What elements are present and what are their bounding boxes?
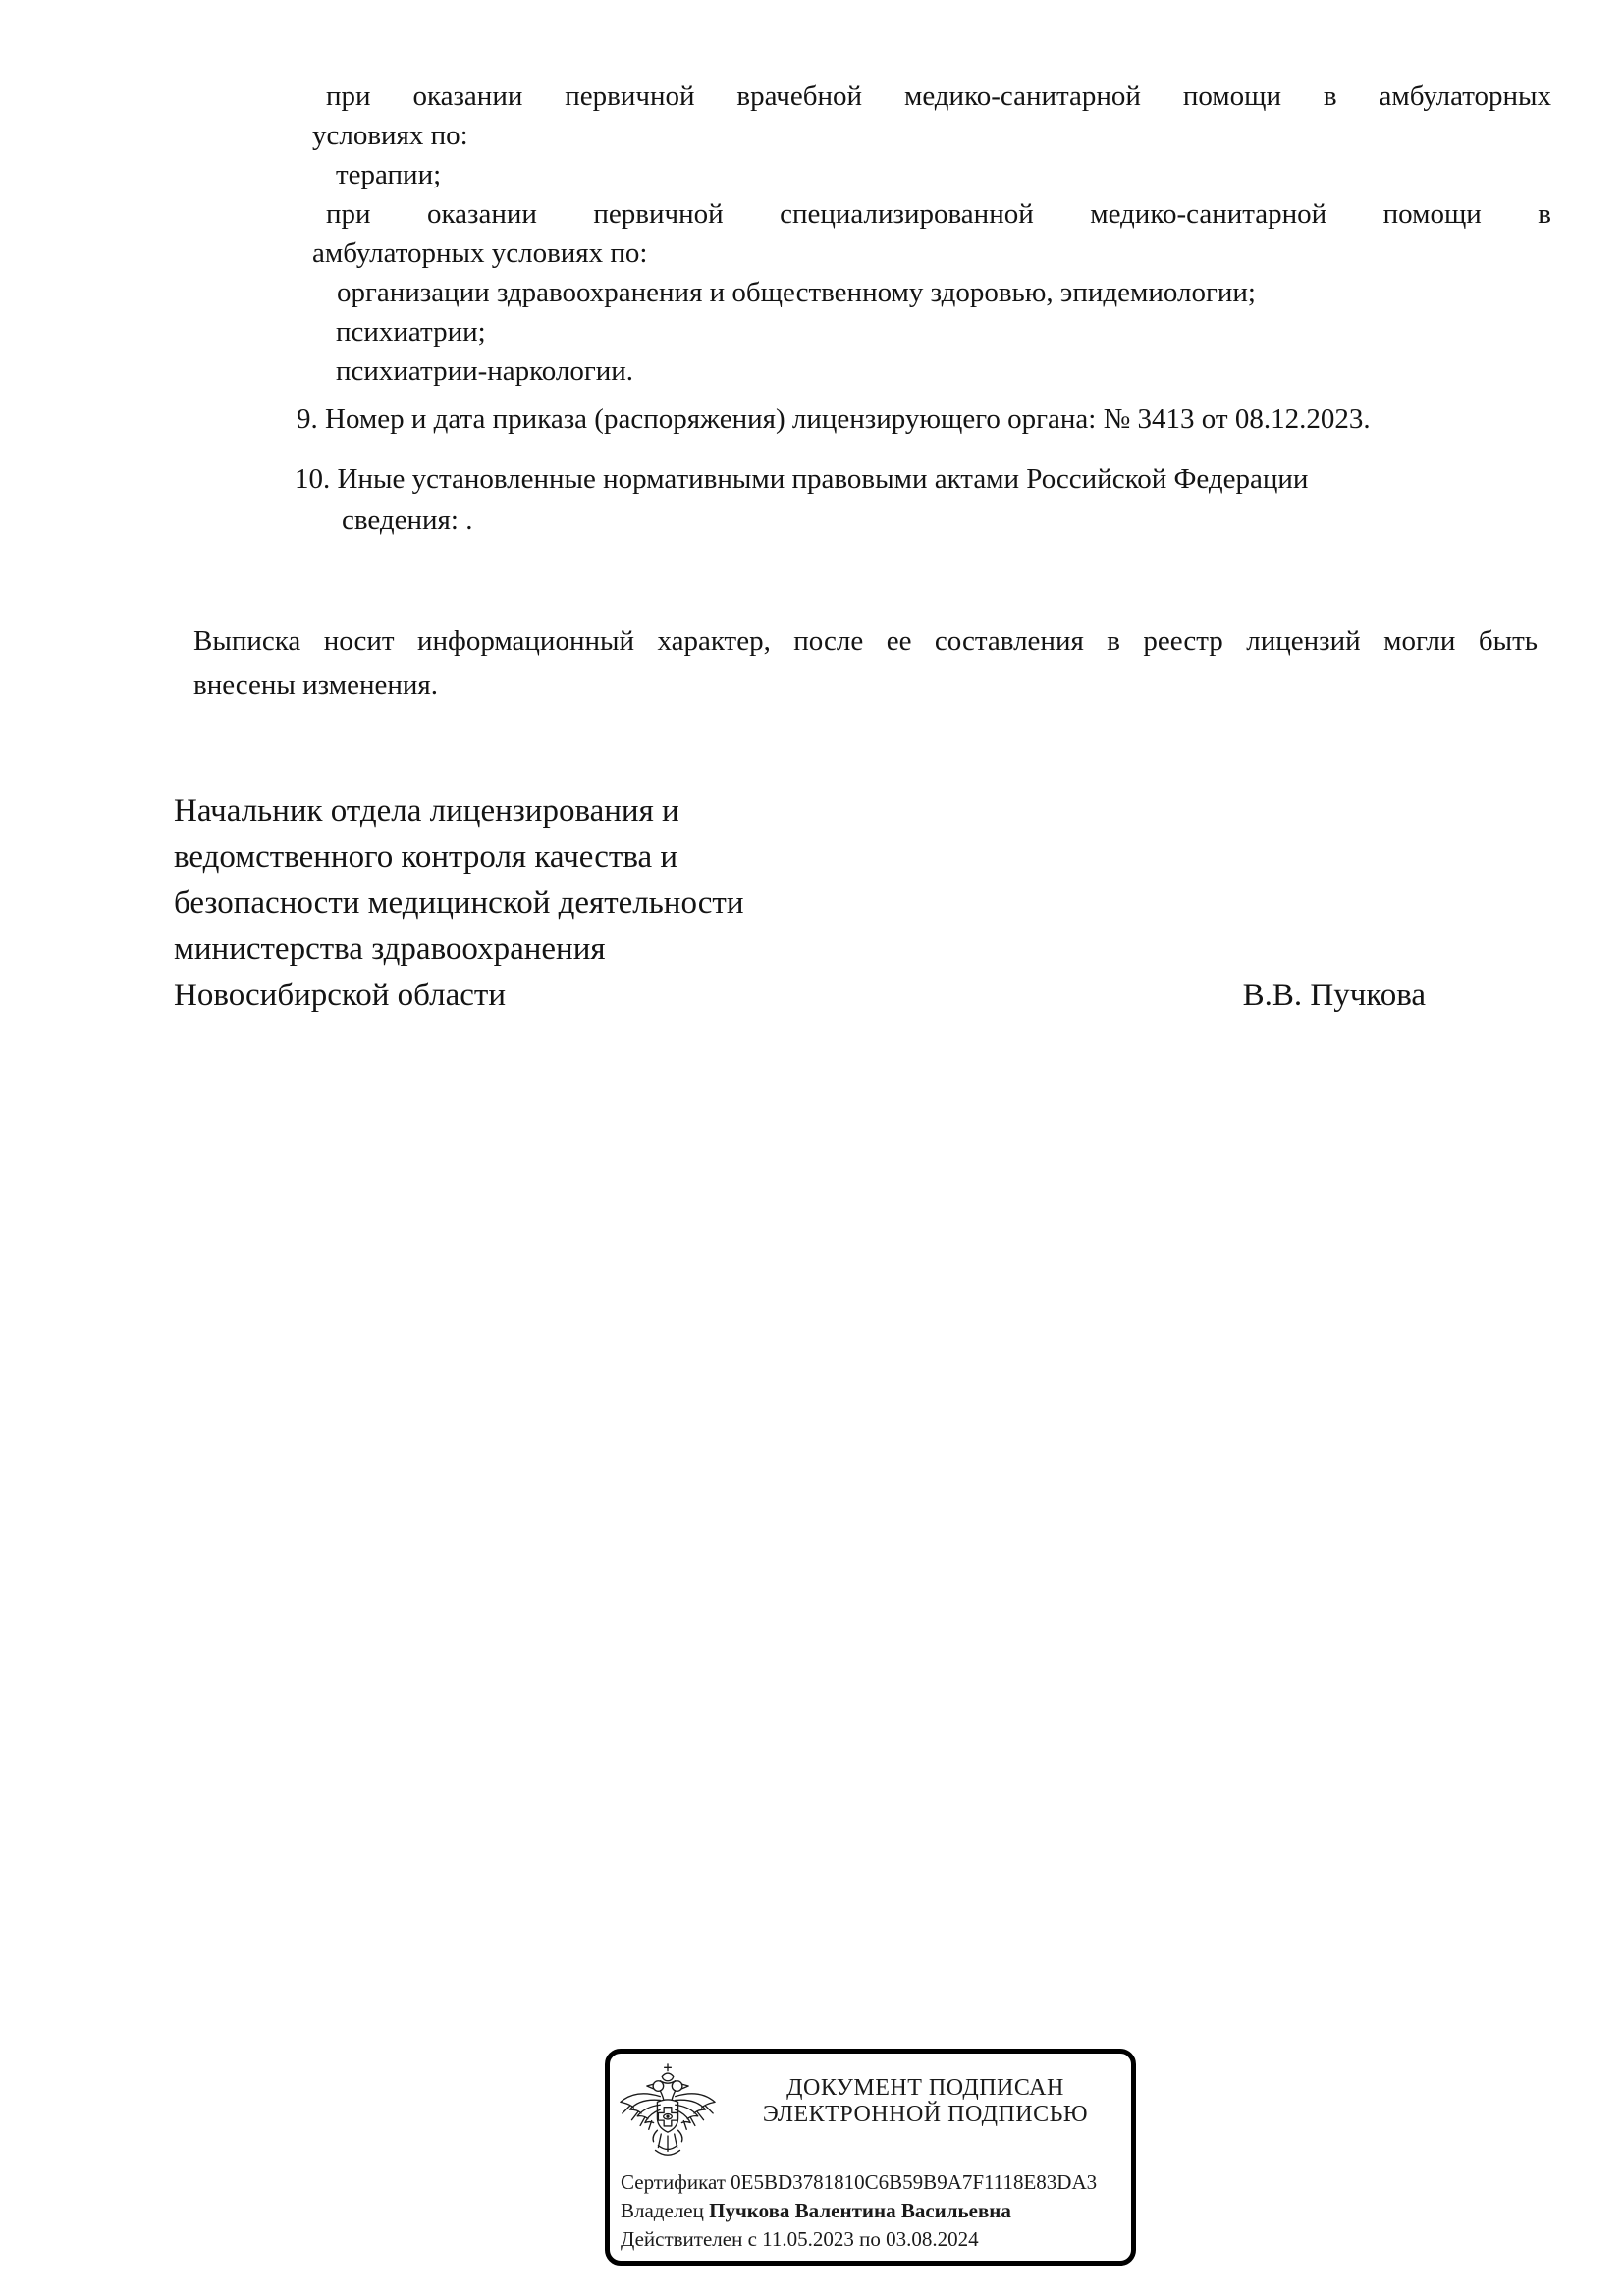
certificate-value: 0E5BD3781810C6B59B9A7F1118E83DA3 (731, 2170, 1098, 2194)
stamp-title (726, 2075, 1125, 2128)
other-info-item (295, 458, 1551, 541)
license-activity-line: амбулаторных условиях по: (312, 238, 648, 269)
license-activity-line: терапии; (336, 159, 442, 190)
signature-block (174, 788, 1426, 1019)
license-activity-line: при оказании первичной врачебной медико-санитарной помощи в амбулаторных (326, 80, 1551, 112)
signatory-name: В.В. Пучкова (1242, 978, 1426, 1013)
stamp-info (621, 2168, 1123, 2254)
double-headed-eagle-emblem-icon (616, 2062, 720, 2161)
stamp-title-line: ЭЛЕКТРОННОЙ ПОДПИСЬЮ (762, 2102, 1089, 2127)
other-info-line: 10. Иные установленные нормативными правовыми актами Российской Федерации (295, 463, 1309, 495)
license-activity-line: психиатрии; (336, 316, 486, 347)
validity-line: Действителен с 11.05.2023 по 03.08.2024 (621, 2227, 979, 2251)
signatory-title-line: министерства здравоохранения (174, 932, 606, 967)
license-activity-line: психиатрии-наркологии. (336, 355, 634, 387)
owner-name: Пучкова Валентина Васильевна (709, 2199, 1011, 2222)
license-activities-block (0, 77, 1624, 391)
license-activity-line: организации здравоохранения и общественному здоровью, эпидемиологии; (337, 277, 1256, 308)
certificate-label: Сертификат (621, 2170, 731, 2194)
order-number-item: 9. Номер и дата приказа (распоряжения) лицензирующего органа: № 3413 от 08.12.2023. (297, 403, 1371, 435)
license-activity-line: при оказании первичной специализированной медико-санитарной помощи в (326, 198, 1551, 230)
certificate-line (621, 2168, 1123, 2197)
other-info-line: сведения: . (342, 505, 473, 536)
note-line: Выписка носит информационный характер, после ее составления в реестр лицензий могли быть (193, 625, 1538, 657)
note-paragraph (193, 619, 1538, 708)
stamp-title-line: ДОКУМЕНТ ПОДПИСАН (786, 2075, 1064, 2101)
note-line: внесены изменения. (193, 669, 438, 701)
license-activity-line: условиях по: (312, 120, 468, 151)
signatory-title-line: Новосибирской области (174, 978, 506, 1013)
signatory-title-line: ведомственного контроля качества и (174, 839, 678, 875)
signatory-title-line: безопасности медицинской деятельности (174, 885, 744, 921)
owner-line (621, 2197, 1123, 2225)
owner-label: Владелец (621, 2199, 710, 2222)
electronic-signature-stamp (605, 2049, 1136, 2266)
signatory-title-line: Начальник отдела лицензирования и (174, 793, 679, 828)
